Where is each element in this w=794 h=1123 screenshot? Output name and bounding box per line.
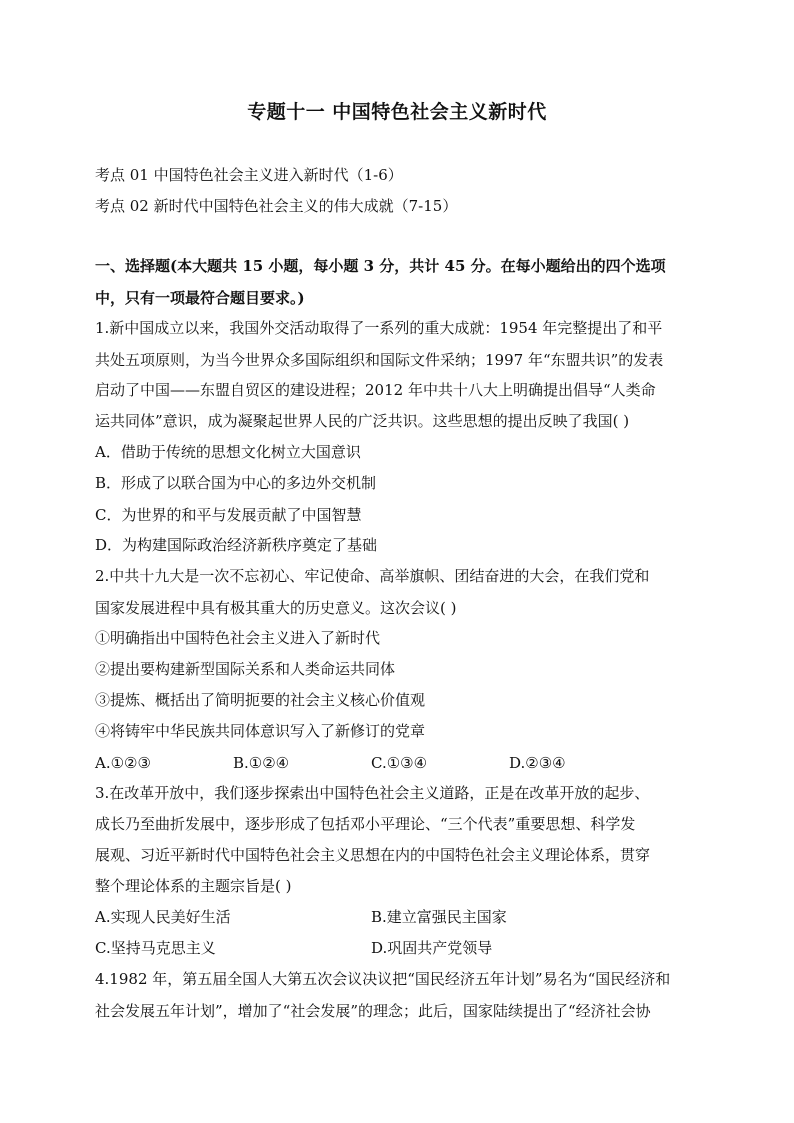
q1-option-d: D．为构建国际政治经济新秩序奠定了基础 — [95, 536, 378, 554]
q2-option-b: B.①②④ — [233, 754, 290, 772]
kaodian-2: 考点 02 新时代中国特色社会主义的伟大成就（7-15） — [95, 197, 458, 215]
q3-stem-line-4: 整个理论体系的主题宗旨是( ) — [95, 877, 292, 895]
q2-stem-line-2: 国家发展进程中具有极其重大的历史意义。这次会议( ) — [95, 599, 457, 617]
q1-stem-line-3: 启动了中国——东盟自贸区的建设进程；2012 年中共十八大上明确提出倡导“人类命 — [95, 381, 656, 399]
q2-stem-line-1: 2.中共十九大是一次不忘初心、牢记使命、高举旗帜、团结奋进的大会，在我们党和 — [95, 567, 650, 585]
q3-option-b: B.建立富强民主国家 — [371, 908, 507, 926]
q1-stem-line-1: 1.新中国成立以来，我国外交活动取得了一系列的重大成就：1954 年完整提出了和平 — [95, 319, 663, 337]
q1-option-b: B．形成了以联合国为中心的多边外交机制 — [95, 474, 377, 492]
q4-stem-line-1: 4.1982 年，第五届全国人大第五次会议决议把“国民经济五年计划”易名为“国民经济和 — [95, 970, 671, 988]
q2-item-2: ②提出要构建新型国际关系和人类命运共同体 — [95, 660, 396, 678]
q3-option-c: C.坚持马克思主义 — [95, 939, 216, 957]
q3-stem-line-3: 展观、习近平新时代中国特色社会主义思想在内的中国特色社会主义理论体系，贯穿 — [95, 846, 651, 864]
q3-stem-line-2: 成长乃至曲折发展中，逐步形成了包括邓小平理论、“三个代表”重要思想、科学发 — [95, 815, 636, 833]
q2-option-c: C.①③④ — [371, 754, 428, 772]
q2-option-a: A.①②③ — [95, 754, 151, 772]
q2-item-4: ④将铸牢中华民族共同体意识写入了新修订的党章 — [95, 722, 426, 740]
section-heading-line-1: 一、选择题(本大题共 15 小题，每小题 3 分，共计 45 分。在每小题给出的四个选项 — [95, 257, 666, 275]
q1-option-c: C．为世界的和平与发展贡献了中国智慧 — [95, 506, 362, 524]
section-heading-line-2: 中，只有一项最符合题目要求。) — [95, 289, 305, 307]
q4-stem-line-2: 社会发展五年计划”，增加了“社会发展”的理念；此后，国家陆续提出了“经济社会协 — [95, 1002, 651, 1020]
q2-option-d: D.②③④ — [509, 754, 566, 772]
page-title: 专题十一 中国特色社会主义新时代 — [247, 101, 547, 123]
q1-option-a: A．借助于传统的思想文化树立大国意识 — [95, 443, 361, 461]
q1-stem-line-4: 运共同体”意识，成为凝聚起世界人民的广泛共识。这些思想的提出反映了我国( ) — [95, 412, 630, 430]
q3-option-d: D.巩固共产党领导 — [371, 939, 493, 957]
q2-item-1: ①明确指出中国特色社会主义进入了新时代 — [95, 629, 381, 647]
q1-stem-line-2: 共处五项原则，为当今世界众多国际组织和国际文件采纳；1997 年“东盟共识”的发表 — [95, 351, 664, 369]
q3-stem-line-1: 3.在改革开放中，我们逐步探索出中国特色社会主义道路，正是在改革开放的起步、 — [95, 784, 650, 802]
q3-option-a: A.实现人民美好生活 — [95, 908, 231, 926]
kaodian-1: 考点 01 中国特色社会主义进入新时代（1-6） — [95, 166, 403, 184]
q2-item-3: ③提炼、概括出了简明扼要的社会主义核心价值观 — [95, 691, 426, 709]
